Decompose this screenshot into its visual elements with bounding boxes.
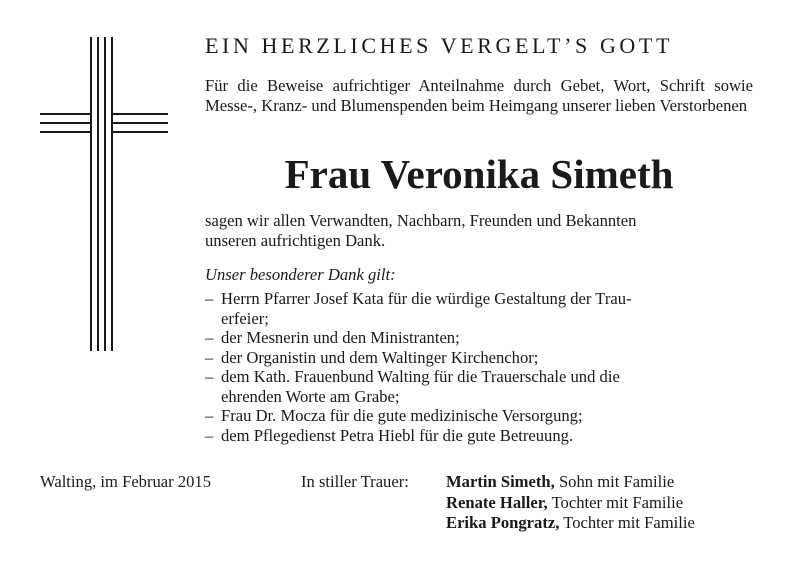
list-item-text: der Mesnerin und den Ministranten; (221, 328, 460, 347)
dash-bullet: – (205, 347, 214, 367)
mourner-row (446, 472, 695, 493)
list-item (205, 367, 753, 406)
special-thanks-list (205, 289, 753, 445)
dash-bullet: – (205, 406, 214, 425)
mourner-relation: Sohn mit Familie (558, 472, 675, 491)
list-item (205, 426, 753, 446)
list-item-continuation: erfeier; (221, 308, 269, 328)
thanks-line: unseren aufrichtigen Dank. (205, 230, 386, 250)
thanks-text (205, 211, 753, 250)
deceased-name: Frau Veronika Simeth (284, 151, 674, 197)
mourners-list (446, 472, 695, 534)
mourner-relation: Tochter mit Familie (551, 492, 684, 512)
list-item-text: der Organistin und dem Waltinger Kirchenchor; (221, 347, 539, 367)
thanks-line: sagen wir allen Verwandten, Nachbarn, Freunden und Bekannten (205, 211, 637, 230)
dash-bullet: – (205, 328, 214, 347)
dash-bullet: – (205, 425, 214, 445)
mourner-relation: Tochter mit Familie (563, 513, 695, 532)
mourner-name: Renate Haller, (446, 492, 548, 512)
dash-bullet: – (205, 289, 214, 308)
notice-heading: EIN HERZLICHES VERGELT’S GOTT (205, 33, 673, 58)
list-item (205, 348, 753, 368)
mourner-name: Martin Simeth, (446, 472, 555, 491)
list-item-text: Herrn Pfarrer Josef Kata für die würdige Gestaltung der Trau- (221, 289, 632, 308)
place-date: Walting, im Februar 2015 (40, 472, 212, 491)
list-item (205, 328, 753, 348)
dash-bullet: – (205, 367, 214, 386)
list-item-text: dem Kath. Frauenbund Walting für die Trauerschale und die (221, 367, 620, 386)
list-item-text: Frau Dr. Mocza für die gute medizinische Versorgung; (221, 406, 583, 425)
list-item-continuation: ehrenden Worte am Grabe; (221, 386, 400, 406)
mourner-name: Erika Pongratz, (446, 513, 560, 532)
list-item-text: dem Pflegedienst Petra Hiebl für die gute Betreuung. (221, 425, 574, 445)
list-item (205, 406, 753, 426)
mourner-row (446, 513, 695, 534)
mourning-label: In stiller Trauer: (301, 472, 409, 491)
mourner-row (446, 493, 695, 514)
cross-icon (0, 0, 200, 360)
special-thanks-heading: Unser besonderer Dank gilt: (205, 265, 396, 284)
intro-text: Für die Beweise aufrichtiger Anteilnahme durch Gebet, Wort, Schrift sowie Messe-, Kranz- und Blumenspenden beim Heimgang unserer lieben Verstorbenen (205, 76, 753, 115)
list-item (205, 289, 753, 328)
